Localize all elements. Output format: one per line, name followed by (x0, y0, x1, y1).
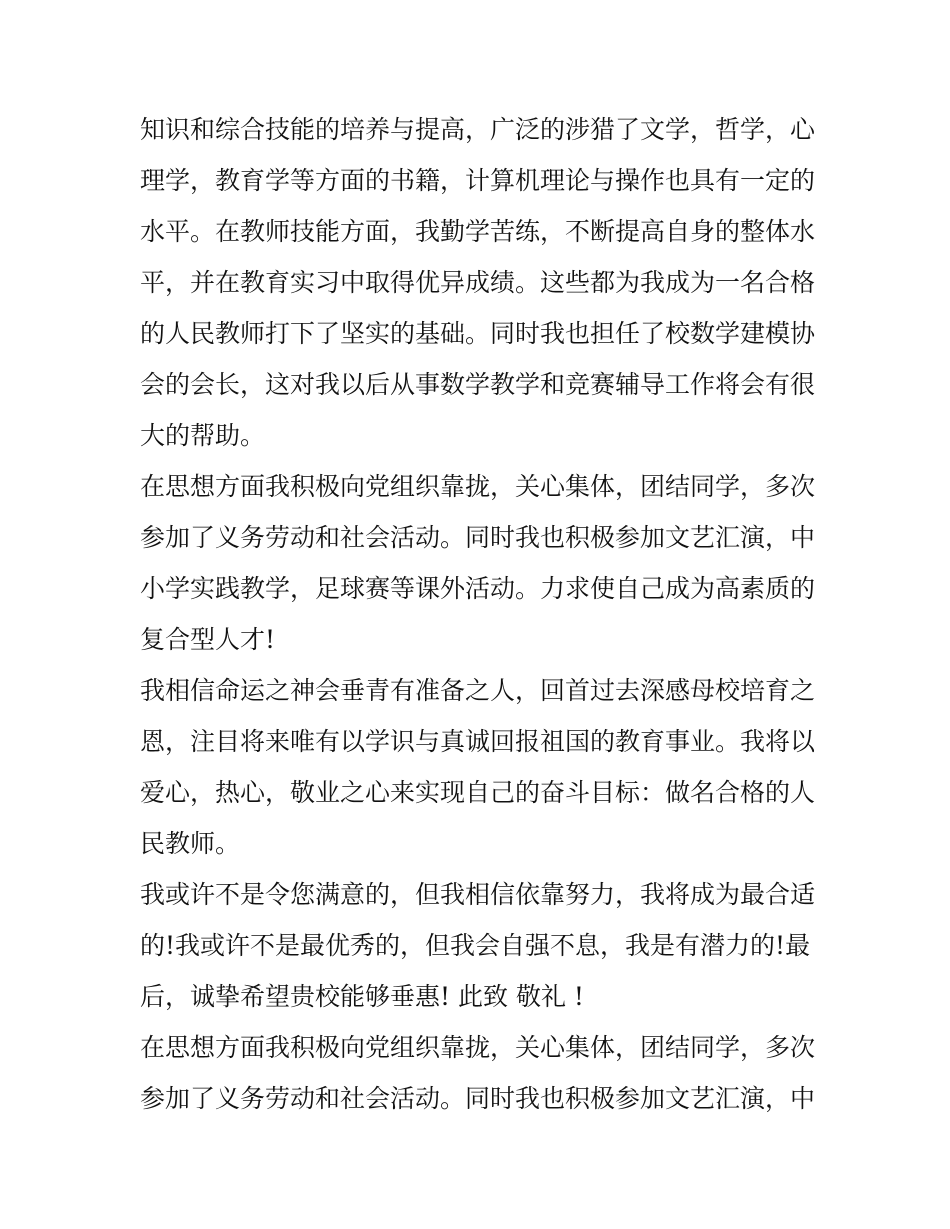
text-line: 民教师。 (140, 829, 241, 858)
text-line: 理学，教育学等方面的书籍，计算机理论与操作也具有一定的 (140, 166, 816, 195)
text-line: 参加了义务劳动和社会活动。同时我也积极参加文艺汇演，中 (140, 1084, 816, 1113)
document-body (140, 104, 820, 1124)
text-line: 的人民教师打下了坚实的基础。同时我也担任了校数学建模协 (140, 319, 816, 348)
text-line: 我或许不是令您满意的，但我相信依靠努力，我将成为最合适 (140, 880, 816, 909)
text-line: 小学实践教学，足球赛等课外活动。力求使自己成为高素质的 (140, 574, 816, 603)
text-line: 后，诚挚希望贵校能够垂惠! 此致 敬礼 ! (140, 982, 584, 1011)
text-line: 参加了义务劳动和社会活动。同时我也积极参加文艺汇演，中 (140, 523, 816, 552)
text-line: 复合型人才! (140, 625, 276, 654)
text-line: 的!我或许不是最优秀的，但我会自强不息，我是有潜力的!最 (140, 931, 811, 960)
text-line: 大的帮助。 (140, 421, 266, 450)
text-line: 爱心，热心，敬业之心来实现自己的奋斗目标：做名合格的人 (140, 778, 816, 807)
text-line: 水平。在教师技能方面，我勤学苦练，不断提高自身的整体水 (140, 217, 816, 246)
text-line: 平，并在教育实习中取得优异成绩。这些都为我成为一名合格 (140, 268, 816, 297)
text-line: 会的会长，这对我以后从事数学教学和竞赛辅导工作将会有很 (140, 370, 816, 399)
text-line: 我相信命运之神会垂青有准备之人，回首过去深感母校培育之 (140, 676, 816, 705)
text-line: 在思想方面我积极向党组织靠拢，关心集体，团结同学，多次 (140, 472, 816, 501)
text-line: 在思想方面我积极向党组织靠拢，关心集体，团结同学，多次 (140, 1033, 816, 1062)
text-line: 恩，注目将来唯有以学识与真诚回报祖国的教育事业。我将以 (140, 727, 816, 756)
text-line: 知识和综合技能的培养与提高，广泛的涉猎了文学，哲学，心 (140, 115, 816, 144)
